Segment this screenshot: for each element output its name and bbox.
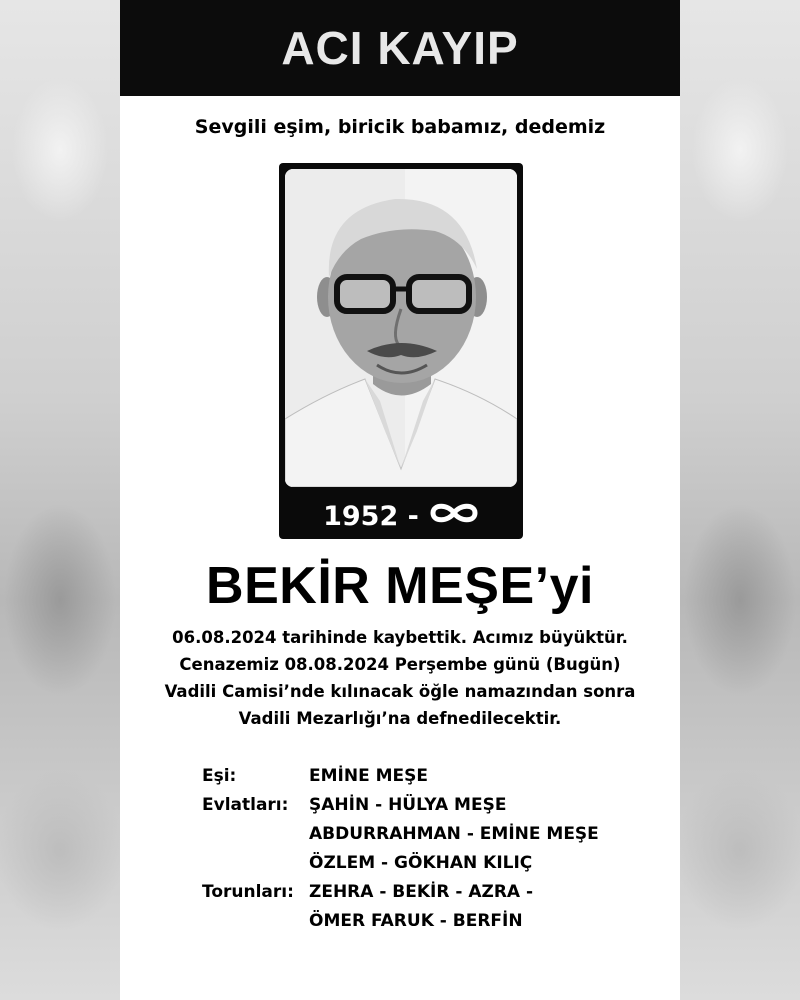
grandchildren-names: ZEHRA - BEKİR - AZRA - [309,882,534,902]
portrait-frame [279,163,523,539]
children-row [202,849,662,878]
children-row [202,791,662,820]
life-years [279,493,523,539]
deceased-name: BEKİR MEŞE’yi [206,557,594,615]
portrait-photo [285,169,517,487]
grandchildren-row [202,878,662,907]
announcement-line: Cenazemiz 08.08.2024 Perşembe günü (Bugün) [179,655,621,674]
spouse-name: EMİNE MEŞE [309,766,428,786]
announcement-line: 06.08.2024 tarihinde kaybettik. Acımız büyüktür. [172,628,628,647]
announcement-line: Vadili Camisi’nde kılınacak öğle namazından sonra [164,682,636,701]
announcement-line: Vadili Mezarlığı’na defnedilecektir. [238,709,562,728]
obituary-card [120,0,680,1000]
children-label: Evlatları: [202,795,289,815]
banner-title: ACI KAYIP [281,22,519,74]
spouse-label: Eşi: [202,766,237,786]
infinity-icon [429,500,479,533]
grandchildren-names: ÖMER FARUK - BERFİN [309,911,523,931]
grandchildren-row [202,907,662,936]
blurred-background-left [0,0,120,1000]
dedication-line: Sevgili eşim, biricik babamız, dedemiz [194,116,606,138]
spouse-row [202,762,662,791]
announcement-text [120,624,680,732]
children-name: ÖZLEM - GÖKHAN KILIÇ [309,853,533,873]
grandchildren-label: Torunları: [202,882,294,902]
blurred-background-right [680,0,800,1000]
children-row [202,820,662,849]
header-banner [120,0,680,96]
birth-year: 1952 - [323,500,419,532]
family-list [202,762,662,936]
children-name: ŞAHİN - HÜLYA MEŞE [309,795,507,815]
children-name: ABDURRAHMAN - EMİNE MEŞE [309,824,599,844]
